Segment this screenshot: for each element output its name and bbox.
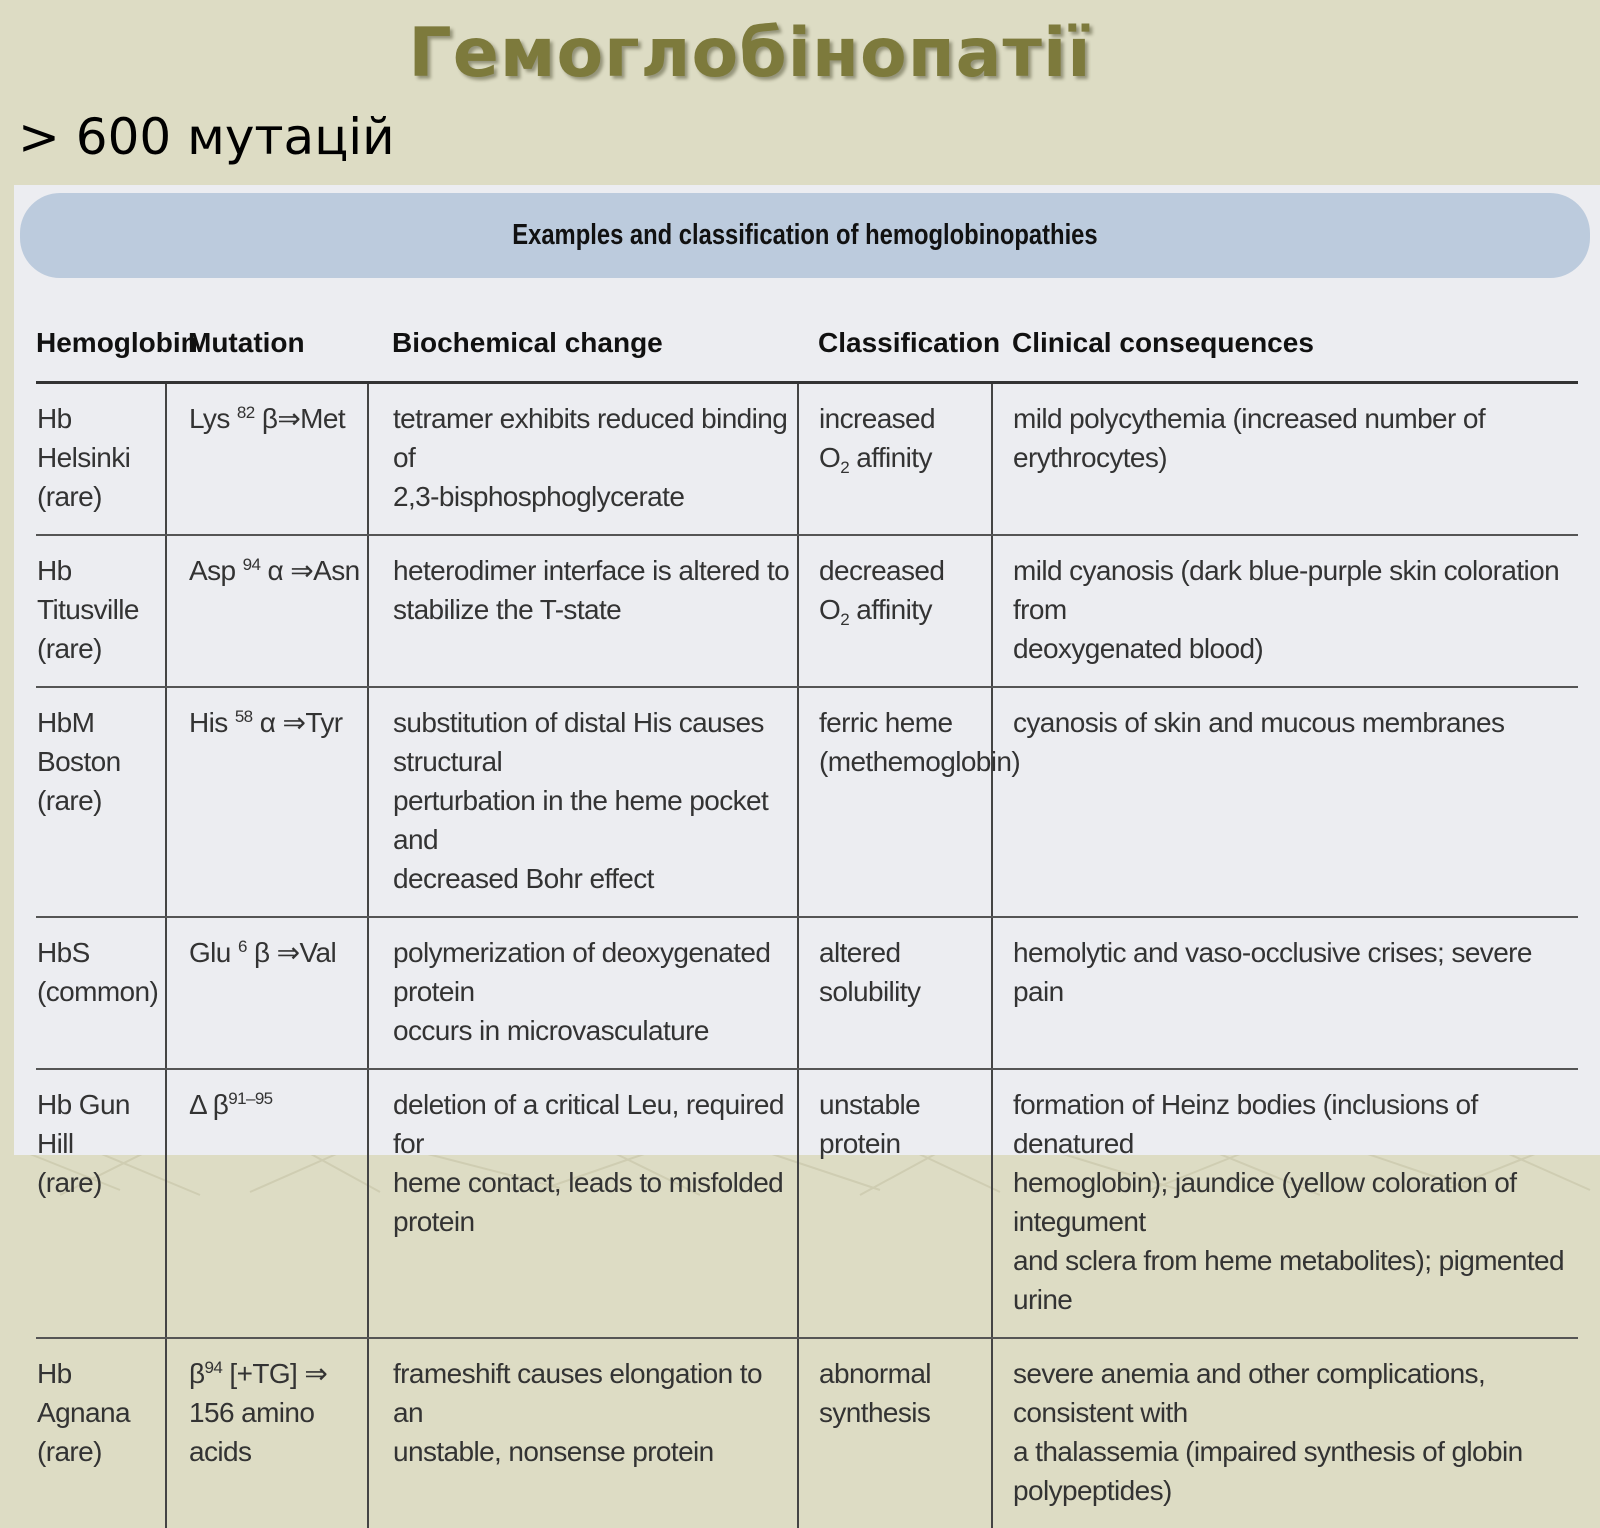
cell-clinical-consequences: formation of Heinz bodies (inclusions of denatured hemoglobin); jaundice (yellow coloration of integument and sclera from heme metabolites); pigmented urine <box>992 1069 1578 1338</box>
cell-classification: altered solubility <box>798 917 992 1069</box>
column-header-hemoglobin: Hemoglobin <box>36 295 166 383</box>
cell-mutation: Lys $^{82}$ β⇒Met <box>166 383 368 536</box>
cell-biochemical-change: substitution of distal His causes structural perturbation in the heme pocket and decreased Bohr effect <box>368 687 798 917</box>
cell-biochemical-change: polymerization of deoxygenated protein occurs in microvasculature <box>368 917 798 1069</box>
table-header-row <box>36 295 1578 383</box>
column-header-biochemical-change: Biochemical change <box>368 295 798 383</box>
cell-biochemical-change: deletion of a critical Leu, required for heme contact, leads to misfolded protein <box>368 1069 798 1338</box>
table-row <box>36 1338 1578 1528</box>
table-row <box>36 1069 1578 1338</box>
column-header-classification: Classification <box>798 295 992 383</box>
cell-hemoglobin: HbS (common) <box>36 917 166 1069</box>
table-row <box>36 917 1578 1069</box>
cell-hemoglobin: Hb Gun Hill (rare) <box>36 1069 166 1338</box>
table-caption: Examples and classification of hemoglobinopathies <box>512 219 1097 252</box>
cell-biochemical-change: frameshift causes elongation to an unstable, nonsense protein <box>368 1338 798 1528</box>
cell-mutation: $\beta^{94}$ [+TG] ⇒ 156 amino acids <box>166 1338 368 1528</box>
table-body <box>36 383 1578 1528</box>
cell-hemoglobin: Hb Agnana (rare) <box>36 1338 166 1528</box>
cell-clinical-consequences: mild polycythemia (increased number of erythrocytes) <box>992 383 1578 536</box>
cell-mutation: His $^{58}$ α ⇒Tyr <box>166 687 368 917</box>
cell-classification: ferric heme (methemoglobin) <box>798 687 992 917</box>
cell-clinical-consequences: mild cyanosis (dark blue-purple skin coloration from deoxygenated blood) <box>992 535 1578 687</box>
cell-classification: increased $O_2$ affinity <box>798 383 992 536</box>
column-header-mutation: Mutation <box>166 295 368 383</box>
slide-title: Гемоглобінопатії <box>0 14 1500 93</box>
cell-mutation: Glu $^6$ β ⇒Val <box>166 917 368 1069</box>
cell-biochemical-change: tetramer exhibits reduced binding of 2,3-bisphosphoglycerate <box>368 383 798 536</box>
hemoglobinopathies-table <box>36 295 1578 1528</box>
cell-classification: abnormal synthesis <box>798 1338 992 1528</box>
cell-classification: unstable protein <box>798 1069 992 1338</box>
mutation-count-subtitle: > 600 мутацій <box>18 108 395 166</box>
cell-classification: decreased $O_2$ affinity <box>798 535 992 687</box>
cell-hemoglobin: Hb Titusville (rare) <box>36 535 166 687</box>
table-row <box>36 687 1578 917</box>
cell-hemoglobin: HbM Boston (rare) <box>36 687 166 917</box>
cell-biochemical-change: heterodimer interface is altered to stabilize the T-state <box>368 535 798 687</box>
cell-mutation: Δ $\beta^{91-95}$ <box>166 1069 368 1338</box>
cell-clinical-consequences: severe anemia and other complications, consistent with a thalassemia (impaired synthesis of globin polypeptides) <box>992 1338 1578 1528</box>
cell-clinical-consequences: hemolytic and vaso-occlusive crises; severe pain <box>992 917 1578 1069</box>
cell-clinical-consequences: cyanosis of skin and mucous membranes <box>992 687 1578 917</box>
table-row <box>36 535 1578 687</box>
table-row <box>36 383 1578 536</box>
cell-hemoglobin: Hb Helsinki (rare) <box>36 383 166 536</box>
cell-mutation: Asp $^{94}$ α ⇒Asn <box>166 535 368 687</box>
table-caption-bar <box>20 193 1590 278</box>
column-header-clinical-consequences: Clinical consequences <box>992 295 1578 383</box>
